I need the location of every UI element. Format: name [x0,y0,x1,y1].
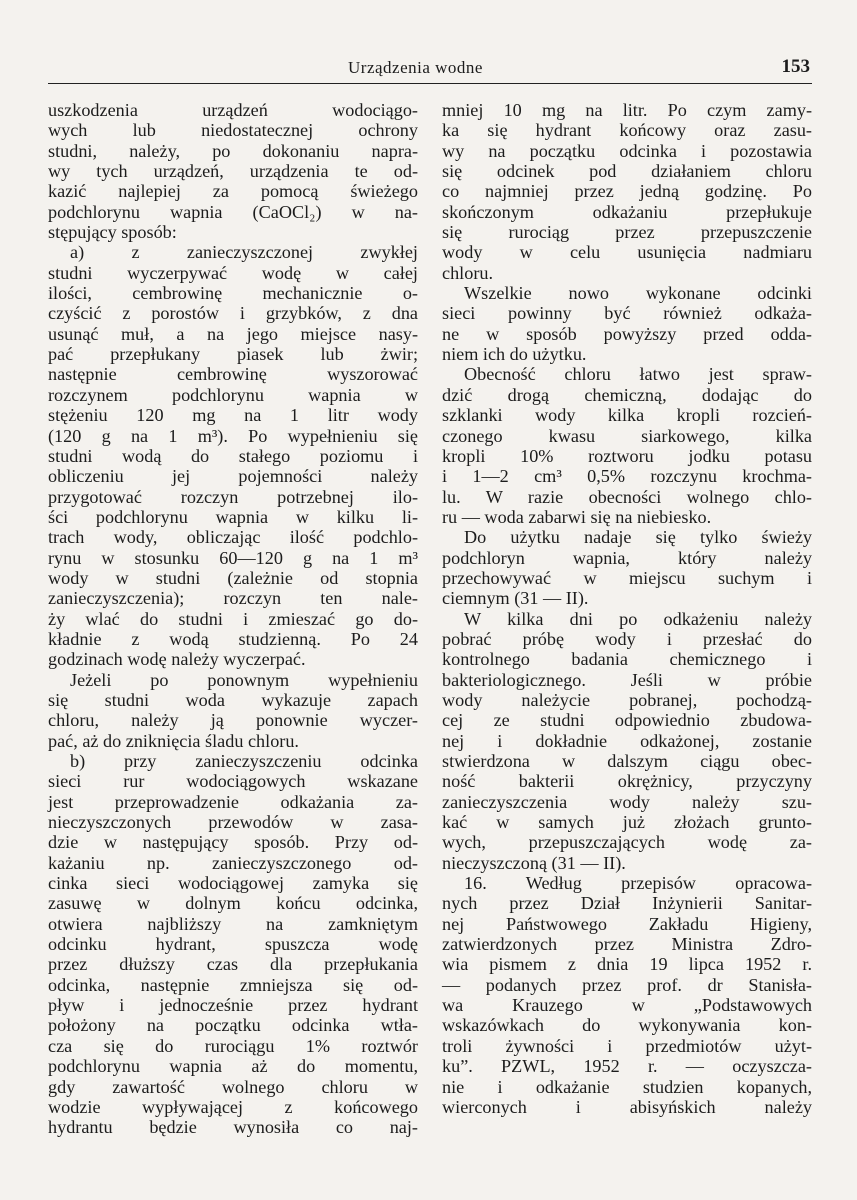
text-line: wych, przepuszczających wodę za- [442,832,812,853]
text-line: rozczynem podchlorynu wapnia w [48,384,418,405]
text-line: kazić najlepiej za pomocą świeżego [48,181,418,202]
text-line: gdy zawartość wolnego chloru w [48,1076,418,1097]
text-line: nej Państwowego Zakładu Higieny, [442,913,812,934]
header-title: Urządzenia wodne [348,58,483,77]
text-line: godzinach wodę należy wyczerpać. [48,649,306,670]
left-text-column [48,100,418,1138]
text-line: rynu w stosunku 60—120 g na 1 m³ [48,547,418,568]
header-rule [48,83,812,84]
text-line: uszkodzenia urządzeń wodociągo- [48,100,418,120]
text-line: studni wyczerpywać wodę w całej [48,262,418,283]
text-line: wody w celu usunięcia nadmiaru [442,242,812,263]
text-line: cza się do rurociągu 1% roztwór [48,1035,418,1056]
text-line: obliczeniu jej pojemności należy [48,466,418,487]
text-line: zasuwę w dolnym końcu odcinka, [48,893,418,914]
text-line: wskazówkach do wykonywania kon- [442,1015,812,1036]
text-line: studni wodą do stałego poziomu i [48,445,418,466]
text-line: położony na początku odcinka wtła- [48,1015,418,1036]
text-line: pać, aż do zniknięcia śladu chloru. [48,730,299,751]
text-line: cinka sieci wodociągowej zamyka się [48,873,418,894]
right-text-column [442,100,812,1117]
text-line: ka się hydrant końcowy oraz zasu- [442,120,812,141]
text-line: ciemnym (31 — II). [442,588,589,609]
text-line: lu. W razie obecności wolnego chlo- [442,486,812,507]
text-line: stwierdzona w dalszym ciągu obec- [442,751,812,771]
text-line: ści podchlorynu wapnia w kilku li- [48,506,418,527]
text-line: czonego kwasu siarkowego, kilka [442,425,812,446]
text-line: — podanych przez prof. dr Stanisła- [442,974,812,995]
page-number: 153 [781,56,810,77]
text-line: co najmniej przez jedną godzinę. Po [442,181,812,202]
text-line: podchlorynu wapnia aż do momentu, [48,1056,418,1077]
text-line: kropli 10% roztworu jodku potasu [442,445,812,466]
text-line: przygotować rozczyn potrzebnej ilo- [48,486,418,507]
text-line: troli żywności i przedmiotów użyt- [442,1035,812,1056]
text-line: wy tych urządzeń, urządzenia te od- [48,161,418,182]
text-line: trach wody, obliczając ilość podchlo- [48,527,418,548]
text-line: bakteriologicznego. Jeśli w próbie [442,669,812,690]
text-line: usunąć muł, a na jego miejsce nasy- [48,323,418,344]
text-line: kać w samych już złożach grunto- [442,812,812,833]
text-line: kontrolnego badania chemicznego i [442,649,812,670]
text-line: ku”. PZWL, 1952 r. — oczyszcza- [442,1056,812,1077]
text-line: chloru, należy ją ponownie wyczer- [48,710,418,731]
text-line: zanieczyszczenia); rozczyn ten nale- [48,588,418,609]
text-line: stężeniu 120 mg na 1 litr wody [48,405,418,426]
text-line: 16. Według przepisów opracowa- [464,873,812,894]
text-line: skończonym odkażaniu przepłukuje [442,201,812,222]
text-line: Do użytku nadaje się tylko świeży [464,527,812,548]
text-line: pać przepłukany piasek lub żwir; [48,344,418,365]
text-line: mniej 10 mg na litr. Po czym zamy- [442,100,812,120]
text-line: b) przy zanieczyszczeniu odcinka [70,751,418,771]
text-line: nieczyszczonych przewodów w zasa- [48,812,418,833]
text-line: zatwierdzonych przez Ministra Zdro- [442,934,812,955]
text-line: przez dłuższy czas dla przepłukania [48,954,418,975]
text-line: Jeżeli po ponownym wypełnieniu [70,669,418,690]
text-line: otwiera najbliższy na zamkniętym [48,913,418,934]
text-line: podchloryn wapnia, który należy [442,547,812,568]
text-line: Wszelkie nowo wykonane odcinki [464,283,812,304]
text-line: sieci rur wodociągowych wskazane [48,771,418,792]
text-line: się odcinek pod działaniem chloru [442,161,812,182]
text-line: następnie cembrowinę wyszorować [48,364,418,385]
text-line: W kilka dni po odkażeniu należy [464,608,812,629]
text-line: przechowywać w miejscu suchym i [442,567,812,588]
text-line: ży wlać do studni i zmieszać go do- [48,608,418,629]
text-line: podchlorynu wapnia (CaOCl₂) w na- [48,201,418,222]
text-line: wia pismem z dnia 19 lipca 1952 r. [442,954,812,975]
text-line: szklanki wody kilka kropli rozcień- [442,405,812,426]
running-header [48,56,812,84]
text-line: pływ i jednocześnie przez hydrant [48,995,418,1016]
text-line: studni, należy, po dokonaniu napra- [48,140,418,161]
text-line: sieci powinny być również odkaża- [442,303,812,324]
text-line: się rurociąg przez przepuszczenie [442,222,812,243]
text-line: kładnie z wodą studzienną. Po 24 [48,628,418,649]
text-line: i 1—2 cm³ 0,5% rozczynu krochma- [442,466,812,487]
text-line: wierconych i abisyńskich należy [442,1096,812,1117]
text-line: jest przeprowadzenie odkażania za- [48,791,418,812]
text-line: odcinku hydrant, spuszcza wodę [48,934,418,955]
text-line: dzić drogą chemiczną, dodając do [442,384,812,405]
text-line: wody w studni (zależnie od stopnia [48,567,418,588]
text-line: pobrać próbę wody i przesłać do [442,628,812,649]
text-line: hydrantu będzie wynosiła co naj- [48,1117,418,1138]
text-line: wodzie wypływającej z końcowego [48,1096,418,1117]
text-line: nieczyszczoną (31 — II). [442,852,626,873]
text-line: ru — woda zabarwi się na niebiesko. [442,506,712,527]
text-line: nych przez Dział Inżynierii Sanitar- [442,893,812,914]
text-line: każaniu np. zanieczyszczonego od- [48,852,418,873]
text-line: stępujący sposób: [48,222,177,243]
text-line: nie i odkażanie studzien kopanych, [442,1076,812,1097]
text-line: niem ich do użytku. [442,344,587,365]
text-line: wych lub niedostatecznej ochrony [48,120,418,141]
text-line: wa Krauzego w „Podstawowych [442,995,812,1016]
text-line: chloru. [442,262,494,283]
text-line: zanieczyszczenia wody należy szu- [442,791,812,812]
text-line: dzie w następujący sposób. Przy od- [48,832,418,853]
text-line: ne w sposób powyższy przed odda- [442,323,812,344]
text-line: nej i dokładnie odkażonej, zostanie [442,730,812,751]
text-line: ilości, cembrowinę mechanicznie o- [48,283,418,304]
text-line: ność bakterii okrężnicy, przyczyny [442,771,812,792]
text-line: czyścić z porostów i grzybków, z dna [48,303,418,324]
text-line: (120 g na 1 m³). Po wypełnieniu się [48,425,418,446]
text-line: odcinka, następnie zmniejsza się od- [48,974,418,995]
text-line: wy na początku odcinka i pozostawia [442,140,812,161]
text-line: wody należycie pobranej, pochodzą- [442,689,812,710]
text-line: Obecność chloru łatwo jest spraw- [464,364,812,385]
text-line: cej ze studni odpowiednio zbudowa- [442,710,812,731]
text-line: a) z zanieczyszczonej zwykłej [70,242,418,263]
text-line: się studni woda wykazuje zapach [48,689,418,710]
